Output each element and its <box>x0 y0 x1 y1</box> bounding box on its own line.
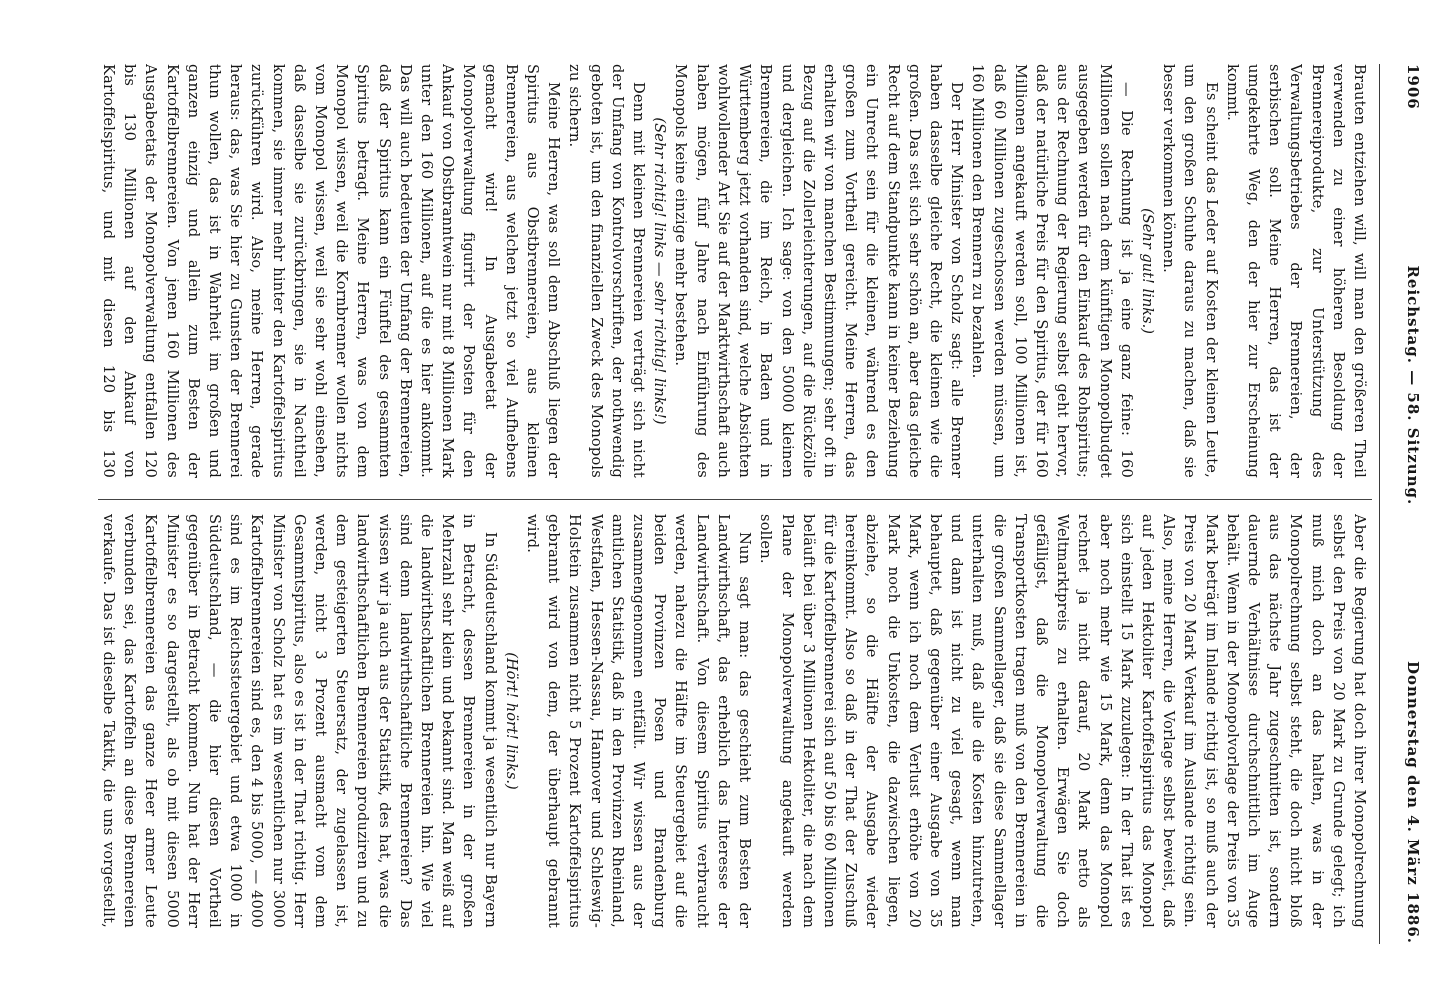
left-column <box>98 64 1370 478</box>
paragraph: Denn mit kleinen Brennereien verträgt sich nicht der Umfang von Kontrolvorschriften, der nothwendig geboten ist, um den finanziellen Zweck des Monopols zu sichern. <box>566 64 648 478</box>
paragraph: In Süddeutschland kommt ja wesentlich nur Bayern in Betracht, dessen Brennereien in der großen Mehrzahl sehr klein und bekannt sind. Man weiß auf die landwirthschaftlichen Brennereien hin. Wie viel sind denn landwirthschaftliche Brennereien? Das wissen wir ja auch aus der Statistik, des hat, was die landwirthschaftlichen Brennereien produziren und zu dem gesteigerten Steuersatz, der zugelassen ist, werden, nicht 3 Prozent ausmacht vom dem Gesammtspiritus, also es ist in der That richtig. Herr Minister von Scholz hat es im wesentlichen nur 3000 Kartoffelbrennereien sind es, den 4 bis 5000, — 4000 sind es im Reichssteuergebiet und etwa 1000 in Süddeutschland, — die hier diesen Vortheil gegenüber in Betracht kommen. Nun hat der Herr Minister es so dargestellt, als ob mit diesen 5000 Kartoffelbrennereien das ganze Heer armer Leute verbunden sei, das Kartoffeln an diese Brennereien verkaufe. Das ist dieselbe Taktik, die uns vorgestellt, <box>100 514 499 928</box>
page-number: 1906 <box>1404 64 1422 110</box>
page-header <box>1382 64 1422 944</box>
session-title: Reichstag. — 58. Sitzung. <box>1404 265 1422 506</box>
paragraph: Nun sagt man: das geschieht zum Besten der Landwirthschaft, das erheblich das Interesse der Landwirthschaft. Von diesem Spiritus verbraucht werden, nahezu die Hälfte im Steuergebiet auf die beiden Provinzen Posen und Brandenburg zusammengenommen entfällt. Wir wissen aus der amtlichen Statistik, daß in den Provinzen Rheinland, Westfalen, Hessen-Nassau, Hannover und Schleswig-Holstein zusammen nicht 5 Prozent Kartoffelspiritus gebrannt wird von dem, der überhaupt gebrannt wird. <box>524 514 754 928</box>
paragraph: Aber die Regierung hat doch ihrer Monopolrechnung selbst den Preis von 20 Mark zu Grunde gelegt; ich muß mich doch an das halten, was in der Monopolrechnung selbst steht, die doch nicht bloß aus das nächste Jahr zugeschnitten ist, sondern dauernde Verhältnisse durchschnittlich im Auge behält. Wenn in der Monopolvorlage der Preis von 35 Mark beträgt im Inlande richtig ist, so muß auch der Preis von 20 Mark Verkauf im Auslande richtig sein. Also, meine Herren, die Vorlage selbst beweist, daß auf jeden Hektoliter Kartoffelspiritus das Monopol sich einstellt 15 Mark zuzulegen: In der That ist es aber noch mehr wie 15 Mark, denn das Monopol rechnet ja nicht darauf, 20 Mark netto als Weltmarktpreis zu erhalten. Erwägen Sie doch gefälligst, daß die Monopolverwaltung die Transportkosten tragen muß von den Brennereien in die großen Sammellager, daß sie diese Sammellager unterhalten muß, daß alle die Kosten hinzutreten, und dann ist nicht zu viel gesagt, wenn man behauptet, daß gegenüber einer Ausgabe von 35 Mark, wenn ich noch dem Verlust erhöhe von 20 Mark noch die Unkosten, die dazwischen liegen, abziehe, so die Hälfte der Ausgabe wieder hereinkommt. Also so daß in der That der Zuschuß für die Kartoffelbrennerei sich auf 50 bis 60 Millionen beläuft bei über 3 Millionen Hektoliter, die nach dem Plane der Monopolverwaltung angekauft werden sollen. <box>757 514 1368 928</box>
stage-direction: (Sehr gut! links.) <box>1138 208 1156 334</box>
paragraph: Es scheint das Leder auf Kosten der kleinen Leute, um den großen Schuhe daraus zu machen, daß sie besser verkommen können. <box>1160 64 1220 478</box>
right-column <box>98 514 1370 928</box>
header-rule <box>1379 64 1380 944</box>
paragraph: — Die Rechnung ist ja eine ganz feine: 160 Millionen sollen nach dem künftigen Monopolbudget ausgegeben werden für den Einkauf des Rohspiritus; aus der Rechnung der Regierung selbst geht hervor, daß der natürliche Preis für den Spiritus, der für 160 Millionen angekauft werden soll, 100 Millionen ist, daß 60 Millionen zugeschossen werden müssen, um 160 Millionen den Brennern zu bezahlen. <box>969 64 1135 478</box>
paragraph: Brauten entziehen will, will man den größeren Theil verwenden zu einer höheren Besoldung der Brennereiprodukte, zur Unterstützung des Verwaltungsbetriebes der Brennereien, der serbischen soll. Meine Herren, das ist der umgekehrte Weg, den der hier zur Erscheinung kommt. <box>1223 64 1368 478</box>
paragraph: Meine Herren, was soll denn Abschluß liegen der Spiritus aus Obstbrennereien, aus kleinen Brennereien, aus welchen jetzt so viel Aufhebens gemacht wird! In Ausgabeetat der Monopolverwaltung figurirt der Posten für den Ankauf von Obstbranntwein nur mit 8 Millionen Mark unter den 160 Millionen, auf die es hier ankommt. Das will auch bedeuten der Umfang der Brennereien, daß der Spiritus kann ein Fünftel des gesammten Spiritus betragt. Meine Herren, was von dem Monopol wissen, weil die Kornbrenner wollen nichts vom Monopol wissen, weil sie sehr wohl einsehen, daß dasselbe sie zurückbringen, sie in Nachtheil kommen, sie immer mehr hinter den Kartoffelspiritus zurückführen wird. Also, meine Herren, gerade heraus: das, was Sie hier zu Gunsten der Brennerei thun wollen, das ist in Wahrheit im großen und ganzen einzig und allein zum Besten der Kartoffelbrennereien. Von jenen 160 Millionen des Ausgabeetats der Monopolverwaltung entfallen 120 bis 130 Millionen auf den Ankauf von Kartoffelspiritus, und mit diesen 120 bis 130 <box>100 64 563 478</box>
column-divider <box>98 499 1372 500</box>
stage-direction: (Sehr richtig! links — sehr richtig! links!) <box>651 117 669 425</box>
stage-direction: (Hört! hört! links.) <box>502 652 520 790</box>
paragraph: Der Herr Minister von Scholz sagt: alle Brenner haben dasselbe gleiche Recht, die kleinen wie die großen. Das seit sich sehr schön an, aber das gleiche Recht auf dem Standpunkte kann in keiner Beziehung ein Unrecht sein für die kleinen, während es den großen zum Vortheil gereicht. Meine Herren, das erhalten wir von manchen Bestimmungen; sehr oft in Bezug auf die Zollerleichterungen, auf die Rückzölle und dergleichen. Ich sage: von den 50000 kleinen Brennereien, die im Reich, in Baden und in Württemberg jetzt vorhanden sind, welche Absichten wohlwollender Art Sie auf der Marktwirthschaft auch haben mögen, fünf Jahre nach Einführung des Monopols keine einzige mehr bestehen. <box>672 64 966 478</box>
session-date: Donnerstag den 4. März 1886. <box>1404 660 1422 944</box>
